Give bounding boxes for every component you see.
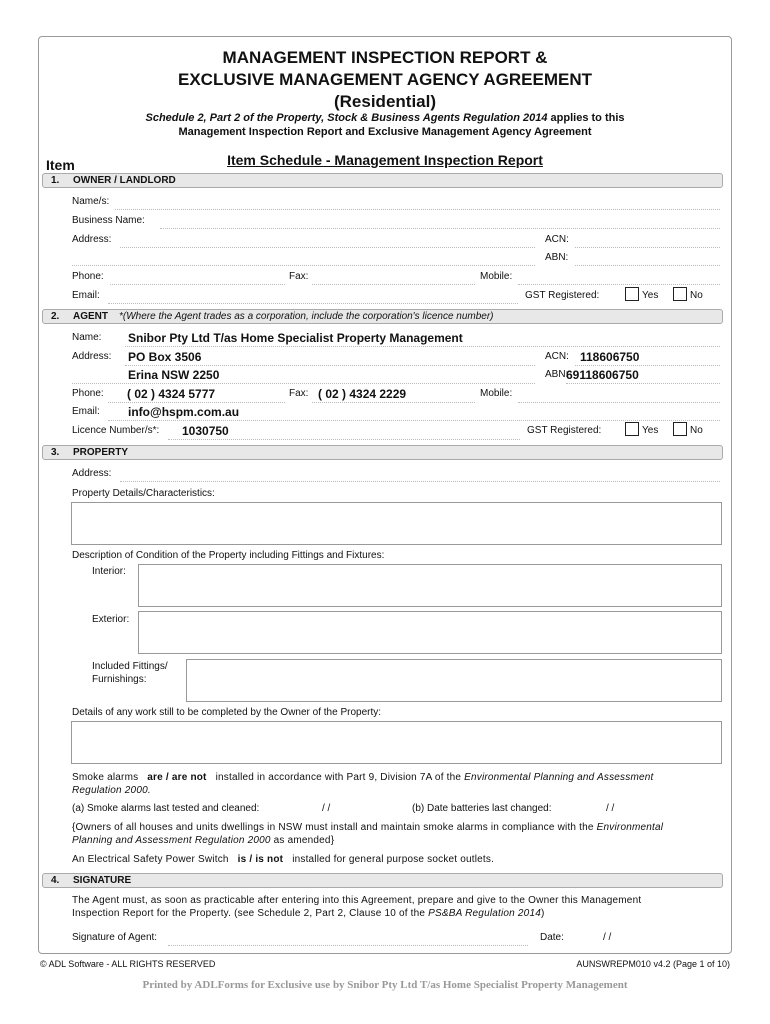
electrical-switch-statement (72, 853, 724, 866)
owner-gst-yes-label: Yes (642, 290, 659, 301)
owner-email-field[interactable] (108, 303, 518, 304)
elec-pre: An Electrical Safety Power Switch (72, 854, 229, 865)
agent-licence-value: 1030750 (182, 424, 229, 438)
agent-email-label: Email: (72, 406, 100, 417)
property-details-box[interactable] (71, 502, 722, 545)
included-label-1: Included Fittings/ (92, 661, 168, 672)
owner-names-label: Name/s: (72, 196, 110, 207)
section-number: 1. (51, 175, 60, 186)
smoke-act: Environmental Planning and Assessment (464, 772, 654, 783)
signature-paragraph (72, 894, 724, 920)
agent-acn-value: 118606750 (580, 350, 640, 364)
schedule-title: Item Schedule - Management Inspection Report (227, 152, 543, 168)
agent-phone-value: ( 02 ) 4324 5777 (127, 387, 216, 401)
owner-address-field-2[interactable] (72, 265, 535, 266)
section-title: OWNER / LANDLORD (73, 175, 176, 186)
owner-mobile-label: Mobile: (480, 271, 513, 282)
included-fittings-box[interactable] (186, 659, 722, 702)
agent-fax-label: Fax: (289, 388, 309, 399)
agent-mobile-label: Mobile: (480, 388, 513, 399)
agent-phone-label: Phone: (72, 388, 104, 399)
agent-gst-no-checkbox[interactable] (673, 422, 687, 436)
owner-acn-label: ACN: (545, 234, 569, 245)
owner-acn-field[interactable] (575, 247, 720, 248)
owner-gst-no-label: No (690, 290, 703, 301)
agent-fax-field[interactable] (312, 402, 475, 403)
copyright-notice: © ADL Software - ALL RIGHTS RESERVED (40, 959, 216, 969)
agent-mobile-field[interactable] (518, 402, 720, 403)
signature-date-label: Date: (540, 932, 564, 943)
property-address-label: Address: (72, 468, 112, 479)
owner-names-field[interactable] (115, 209, 720, 210)
subtitle-line2: Management Inspection Report and Exclusive Management Agency Agreement (178, 126, 592, 138)
owner-fax-field[interactable] (312, 284, 475, 285)
exterior-box[interactable] (138, 611, 722, 654)
form-title-line2: EXCLUSIVE MANAGEMENT AGENCY AGREEMENT (177, 70, 593, 89)
owner-business-label: Business Name: (72, 215, 145, 226)
owner-fax-label: Fax: (289, 271, 309, 282)
agent-fax-value: ( 02 ) 4324 2229 (318, 387, 407, 401)
smoke-act-2: Regulation 2000. (72, 785, 151, 796)
agent-gst-yes-checkbox[interactable] (625, 422, 639, 436)
agent-phone-field[interactable] (108, 402, 285, 403)
agent-email-value: info@hspm.com.au (128, 405, 240, 419)
property-condition-label: Description of Condition of the Property including Fittings and Fixtures: (72, 550, 385, 561)
exterior-label: Exterior: (92, 614, 130, 625)
section-agent-header (42, 309, 723, 324)
section-title: PROPERTY (73, 447, 129, 458)
agent-abn-value: 69118606750 (566, 368, 639, 382)
agent-gst-yes-label: Yes (642, 425, 659, 436)
property-address-field[interactable] (120, 481, 720, 482)
form-title-line1: MANAGEMENT INSPECTION REPORT & (222, 48, 548, 67)
section-number: 4. (51, 875, 60, 886)
owner-abn-field[interactable] (575, 265, 720, 266)
owner-email-label: Email: (72, 290, 100, 301)
agent-acn-label: ACN: (545, 351, 569, 362)
signature-agent-field[interactable] (168, 945, 528, 946)
subtitle-regulation: Schedule 2, Part 2 of the Property, Stock & Business Agents Regulation 2014 (145, 112, 548, 124)
subtitle-line1 (38, 111, 732, 125)
agent-abn-field[interactable] (566, 383, 720, 384)
batteries-changed-label: (b) Date batteries last changed: (412, 803, 552, 814)
owners-line2-italic: Planning and Assessment Regulation 2000 (72, 835, 271, 846)
agent-gst-label: GST Registered: (527, 425, 602, 436)
owner-business-field[interactable] (160, 228, 720, 229)
form-title-line3: (Residential) (333, 92, 437, 111)
owners-line2-rest: as amended} (270, 835, 335, 846)
elec-post: installed for general purpose socket outlets. (292, 854, 495, 865)
smoke-tested-label: (a) Smoke alarms last tested and cleaned: (72, 803, 260, 814)
elec-option[interactable]: is / is not (237, 854, 284, 865)
sig-para-italic: PS&BA Regulation 2014 (428, 908, 541, 919)
section-number: 2. (51, 311, 60, 322)
section-owner-header (42, 173, 723, 188)
agent-note: *(Where the Agent trades as a corporation, include the corporation's licence number) (119, 311, 494, 322)
owner-mobile-field[interactable] (518, 284, 720, 285)
batteries-changed-date[interactable]: / / (606, 803, 615, 814)
interior-label: Interior: (92, 566, 126, 577)
agent-address-line1: PO Box 3506 (128, 350, 202, 364)
agent-name-field[interactable] (125, 346, 720, 347)
work-label: Details of any work still to be completed by the Owner of the Property: (72, 707, 382, 718)
smoke-alarm-statement (72, 771, 724, 797)
agent-address-field[interactable] (125, 365, 535, 366)
agent-address-label: Address: (72, 351, 112, 362)
smoke-tested-date[interactable]: / / (322, 803, 331, 814)
included-label-2: Furnishings: (92, 674, 147, 685)
agent-name-value: Snibor Pty Ltd T/as Home Specialist Property Management (128, 331, 463, 345)
section-signature-header (42, 873, 723, 888)
sig-para-line1: The Agent must, as soon as practicable after entering into this Agreement, prepare and give to the Owner this Management (72, 895, 642, 906)
form-code: AUNSWREPM010 v4.2 (Page 1 of 10) (576, 959, 730, 969)
agent-name-label: Name: (72, 332, 102, 343)
smoke-mid: installed in accordance with Part 9, Division 7A of the (215, 772, 462, 783)
owner-gst-no-checkbox[interactable] (673, 287, 687, 301)
smoke-option[interactable]: are / are not (147, 772, 207, 783)
agent-abn-label: ABN: (545, 369, 569, 380)
agent-licence-label: Licence Number/s*: (72, 425, 160, 436)
owner-phone-label: Phone: (72, 271, 104, 282)
owner-address-label: Address: (72, 234, 112, 245)
owners-notice (72, 821, 724, 847)
smoke-pre: Smoke alarms (72, 772, 139, 783)
printed-by-notice: Printed by ADLForms for Exclusive use by Snibor Pty Ltd T/as Home Specialist Property Management (142, 979, 628, 991)
interior-box[interactable] (138, 564, 722, 607)
agent-gst-no-label: No (690, 425, 703, 436)
agent-address-line2: Erina NSW 2250 (128, 368, 220, 382)
section-number: 3. (51, 447, 60, 458)
owners-line1-italic: Environmental (596, 822, 664, 833)
agent-address-field-2[interactable] (72, 383, 535, 384)
section-title: AGENT (73, 311, 108, 322)
agent-acn-field[interactable] (575, 365, 720, 366)
property-details-label: Property Details/Characteristics: (72, 488, 215, 499)
owner-address-field[interactable] (120, 247, 535, 248)
item-column-label: Item (46, 157, 75, 173)
subtitle-applies: applies to this (547, 112, 625, 124)
section-property-header (42, 445, 723, 460)
signature-agent-label: Signature of Agent: (72, 932, 158, 943)
agent-email-field[interactable] (108, 420, 720, 421)
section-title: SIGNATURE (73, 875, 132, 886)
work-box[interactable] (71, 721, 722, 764)
agent-licence-field[interactable] (168, 439, 520, 440)
owner-phone-field[interactable] (110, 284, 285, 285)
sig-para-line2: Inspection Report for the Property. (see Schedule 2, Part 2, Clause 10 of the (72, 908, 429, 919)
owner-gst-label: GST Registered: (525, 290, 600, 301)
owners-line1: {Owners of all houses and units dwellings in NSW must install and maintain smoke alarms in compliance with the (72, 822, 594, 833)
sig-para-close: ) (540, 908, 545, 919)
owner-abn-label: ABN: (545, 252, 569, 263)
signature-date-field[interactable]: / / (603, 932, 612, 943)
owner-gst-yes-checkbox[interactable] (625, 287, 639, 301)
